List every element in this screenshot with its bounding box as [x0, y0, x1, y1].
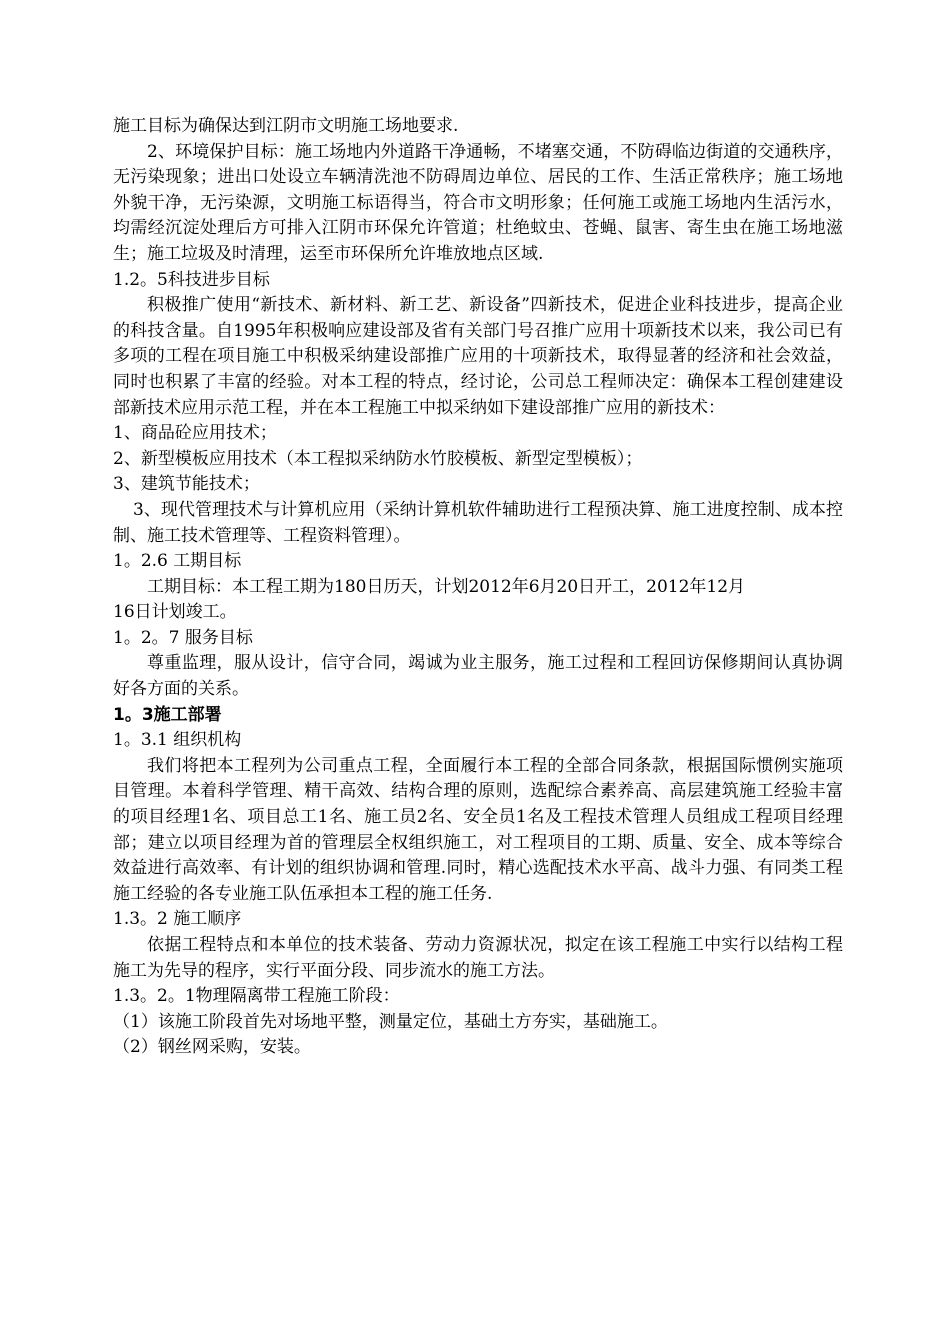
list-item-formwork: 2、新型模板应用技术（本工程拟采纳防水竹胶模板、新型定型模板）；	[113, 448, 643, 469]
paragraph-schedule-line2: 16日计划竣工。	[113, 602, 237, 623]
paragraph-sequence: 依据工程特点和本单位的技术装备、劳动力资源状况，拟定在该工程施工中实行以结构工程施工为先导的程序，实行平面分段、同步流水的施工方法。	[113, 935, 843, 981]
heading-organization: 1。3.1 组织机构	[113, 730, 242, 751]
heading-deployment: 1。3施工部署	[113, 704, 222, 725]
document-body	[113, 114, 843, 1061]
heading-isolation-stage: 1.3。2。1物理隔离带工程施工阶段：	[113, 986, 400, 1007]
list-item-energy: 3、建筑节能技术；	[113, 474, 260, 495]
paragraph-construction-goal: 施工目标为确保达到江阴市文明施工场地要求.	[113, 116, 459, 136]
paragraph-schedule-line1: 工期目标：本工程工期为180日历天，计划2012年6月20日开工，2012年12月	[147, 576, 746, 597]
sub-item-site-leveling: （1）该施工阶段首先对场地平整，测量定位，基础土方夯实，基础施工。	[113, 1011, 668, 1032]
sub-item-wire-mesh: （2）钢丝网采购，安装。	[113, 1037, 311, 1058]
list-item-management: 3、现代管理技术与计算机应用（采纳计算机软件辅助进行工程预决算、施工进度控制、成本控制、施工技术管理等、工程资料管理）。	[113, 499, 843, 546]
list-item-concrete: 1、商品砼应用技术；	[113, 423, 277, 444]
paragraph-organization: 我们将把本工程列为公司重点工程，全面履行本工程的全部合同条款，根据国际惯例实施项目管理。本着科学管理、精干高效、结构合理的原则，选配综合素养高、高层建筑施工经验丰富的项目经理1名、项目总工1名、施工员2名、安全员1名及工程技术管理人员组成工程项目经理部；建立以项目经理为首的管理层全权组织施工，对工程项目的工期、质量、安全、成本等综合效益进行高效率、有计划的组织协调和管理.同时，精心选配技术水平高、战斗力强、有同类工程施工经验的各专业施工队伍承担本工程的施工任务.	[113, 755, 843, 904]
heading-service: 1。2。7 服务目标	[113, 627, 253, 648]
heading-schedule: 1。2.6 工期目标	[113, 551, 242, 572]
paragraph-environment-goal: 2、环境保护目标：施工场地内外道路干净通畅，不堵塞交通，不防碍临边街道的交通秩序，无污染现象；进出口处设立车辆清洗池不防碍周边单位、居民的工作、生活正常秩序；施工场地外貌干净，无污染源，文明施工标语得当，符合市文明形象；任何施工或施工场地内生活污水，均需经沉淀处理后方可排入江阴市环保允许管道；杜绝蚊虫、苍蝇、鼠害、寄生虫在施工场地滋生；施工垃圾及时清理，运至市环保所允许堆放地点区域.	[113, 141, 843, 264]
paragraph-service: 尊重监理，服从设计，信守合同，竭诚为业主服务，施工过程和工程回访保修期间认真协调好各方面的关系。	[113, 653, 843, 700]
heading-sequence: 1.3。2 施工顺序	[113, 909, 242, 930]
heading-tech-progress: 1.2。5科技进步目标	[113, 269, 270, 290]
paragraph-tech-progress: 积极推广使用“新技术、新材料、新工艺、新设备”四新技术，促进企业科技进步，提高企业的科技含量。自1995年积极响应建设部及省有关部门号召推广应用十项新技术以来，我公司已有多项的工程在项目施工中积极采纳建设部推广应用的十项新技术，取得显著的经济和社会效益，同时也积累了丰富的经验。对本工程的特点，经讨论，公司总工程师决定：确保本工程创建建设部新技术应用示范工程，并在本工程施工中拟采纳如下建设部推广应用的新技术：	[113, 295, 843, 418]
